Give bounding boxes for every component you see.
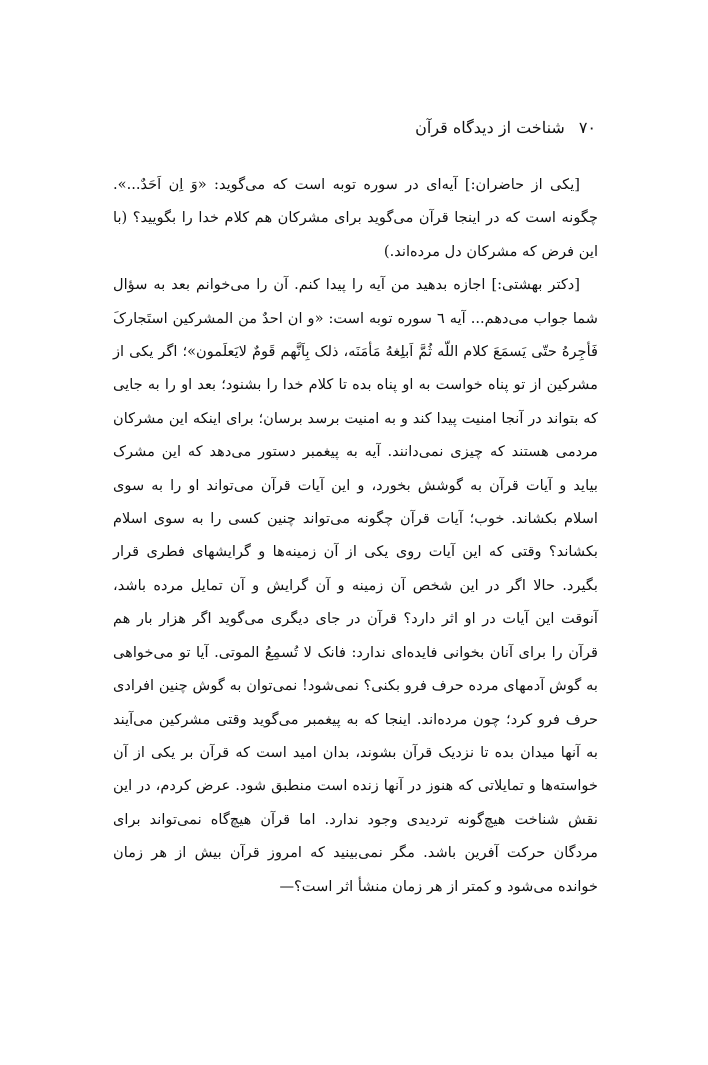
paragraph-question: [یکی از حاضران:] آیه‌ای در سوره توبه است که می‌گوید: «وَ اِن اَحَدٌ...». چگونه است که در اینجا قرآن می‌گوید برای مشرکان هم کلام خدا را بگویید؟ (با این فرض که مشرکان دل مرده‌اند.) (113, 176, 598, 260)
page-header (415, 118, 596, 137)
body-text (113, 168, 598, 903)
paragraph-answer: [دکتر بهشتی:] اجازه بدهید من آیه را پیدا کنم. آن را می‌خوانم بعد به سؤال شما جواب می‌دهم... آیه ٦ سوره توبه است: «و ان احدٌ من المشرکین استَجارکَ فَأجِرهُ حتّی یَسمَعَ کلام اللّه ثُمَّ اَبلِغهُ مَأمَنَه، ذلک بِاَنَّهم قَومٌ لایَعلَمون»؛ اگر یکی از مشرکین از تو پناه خواست به او پناه بده تا کلام خدا را بشنود؛ بعد او را به جایی که بتواند در آنجا امنیت پیدا کند و به امنیت برسد برسان؛ برای اینکه این مشرکان مردمی هستند که چیزی نمی‌دانند. آیه به پیغمبر دستور می‌دهد که این مشرک بیاید و آیات قرآن به گوشش بخورد، و این آیات قرآن می‌تواند او را به سوی اسلام بکشاند. خوب؛ آیات قرآن چگونه می‌تواند چنین کسی را به سوی اسلام بکشاند؟ وقتی که این آیات روی یکی از آن زمینه‌ها و گرایشهای فطری قرار بگیرد. حالا اگر در این شخص آن زمینه و آن گرایش و آن تمایل مرده باشد، آنوقت این آیات در او اثر دارد؟ قرآن در جای دیگری می‌گوید اگر هزار بار هم قرآن را برای آنان بخوانی فایده‌ای ندارد: فانک لا تُسمِعُ الموتی. آیا تو می‌خواهی به گوش آدمهای مرده حرف فرو بکنی؟ نمی‌شود! نمی‌توان به گوش چنین افرادی حرف فرو کرد؛ چون مرده‌اند. اینجا که به پیغمبر می‌گوید وقتی مشرکین می‌آیند به آنها میدان بده تا نزدیک قرآن بشوند، بدان امید است که قرآن بر یکی از آن خواسته‌ها و تمایلاتی که هنوز در آنها زنده است منطبق شود. عرض کردم، در این نقش شناخت هیچ‌گونه تردیدی وجود ندارد. اما قرآن هیچ‌گاه نمی‌تواند برای مردگان حرکت آفرین باشد. مگر نمی‌بینید که امروز قرآن بیش از هر زمان خوانده می‌شود و کمتر از هر زمان منشأ اثر است؟— (113, 276, 598, 895)
page-number: ۷۰ (578, 118, 596, 137)
running-title: شناخت از دیدگاه قرآن (415, 118, 565, 137)
